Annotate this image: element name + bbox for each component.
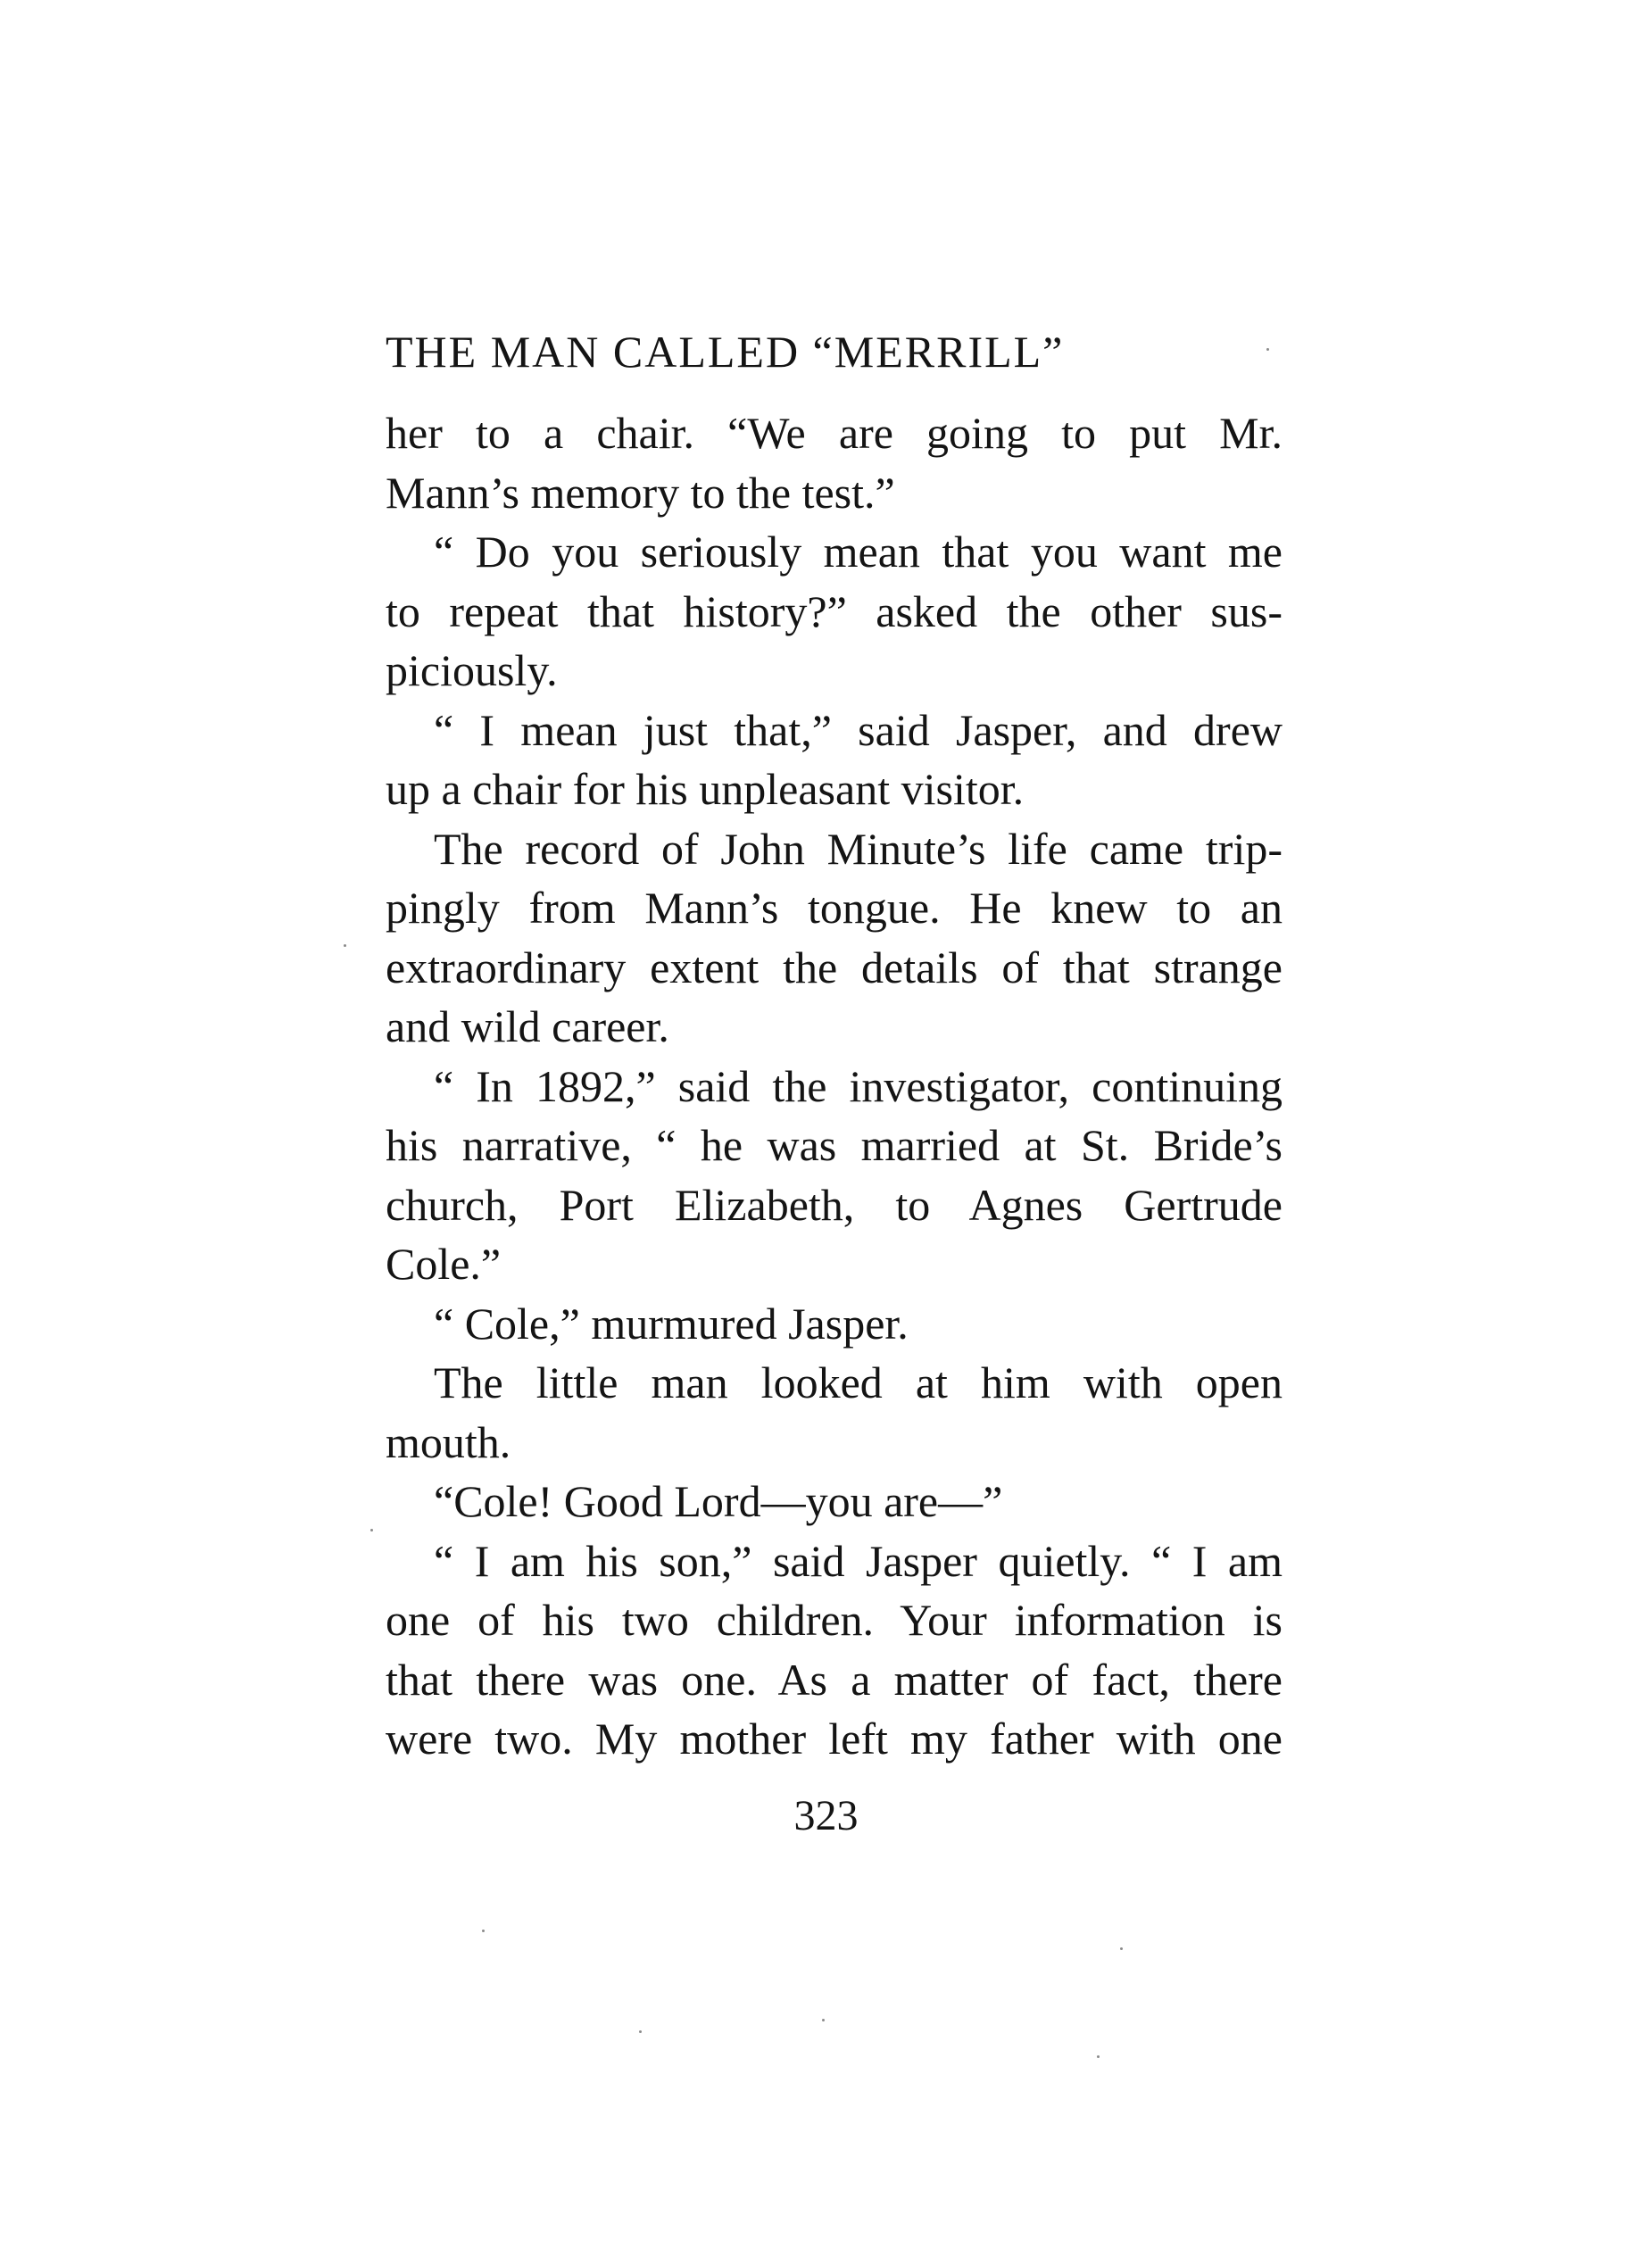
scan-speck	[639, 2030, 642, 2033]
text-line: up a chair for his unpleasant visitor.	[386, 764, 1025, 814]
scan-speck	[822, 2019, 825, 2021]
text-line: piciously.	[386, 645, 558, 695]
text-line: that there was one. As a matter of fact, there	[386, 1654, 1283, 1705]
text-line: “Cole! Good Lord—you are—”	[434, 1476, 1003, 1526]
text-line: church, Port Elizabeth, to Agnes Gertrude	[386, 1179, 1283, 1230]
text-line: The record of John Minute’s life came trip-	[434, 823, 1283, 874]
scan-speck	[482, 1930, 485, 1932]
text-line: “ I mean just that,” said Jasper, and drew	[434, 704, 1283, 755]
text-line: Cole.”	[386, 1239, 502, 1289]
body-text	[386, 403, 1283, 1769]
text-line: one of his two children. Your information is	[386, 1595, 1283, 1645]
text-line: The little man looked at him with open	[434, 1357, 1283, 1407]
text-line: were two. My mother left my father with one	[386, 1714, 1283, 1764]
text-line: mouth.	[386, 1416, 511, 1467]
scan-speck	[370, 1529, 373, 1531]
running-head: THE MAN CALLED “MERRILL”	[386, 327, 1065, 377]
scan-speck	[1266, 348, 1269, 351]
text-line: “ Do you seriously mean that you want me	[434, 527, 1283, 577]
scan-speck	[1120, 1947, 1123, 1950]
text-line: “ Cole,” murmured Jasper.	[434, 1298, 909, 1349]
text-line: his narrative, “ he was married at St. Bride’s	[386, 1120, 1283, 1170]
text-line: and wild career.	[386, 1001, 669, 1051]
text-line: her to a chair. “We are going to put Mr.	[386, 408, 1283, 458]
text-line: “ In 1892,” said the investigator, continuing	[434, 1060, 1283, 1111]
scan-speck	[344, 944, 346, 947]
scan-speck	[1097, 2055, 1100, 2058]
text-line: extraordinary extent the details of that strange	[386, 942, 1283, 992]
text-line: to repeat that history?” asked the other sus-	[386, 585, 1283, 636]
page-number: 323	[793, 1792, 859, 1839]
text-line: Mann’s memory to the test.”	[386, 467, 895, 518]
text-line: “ I am his son,” said Jasper quietly. “ I am	[434, 1535, 1283, 1586]
text-line: pingly from Mann’s tongue. He knew to an	[386, 883, 1283, 933]
